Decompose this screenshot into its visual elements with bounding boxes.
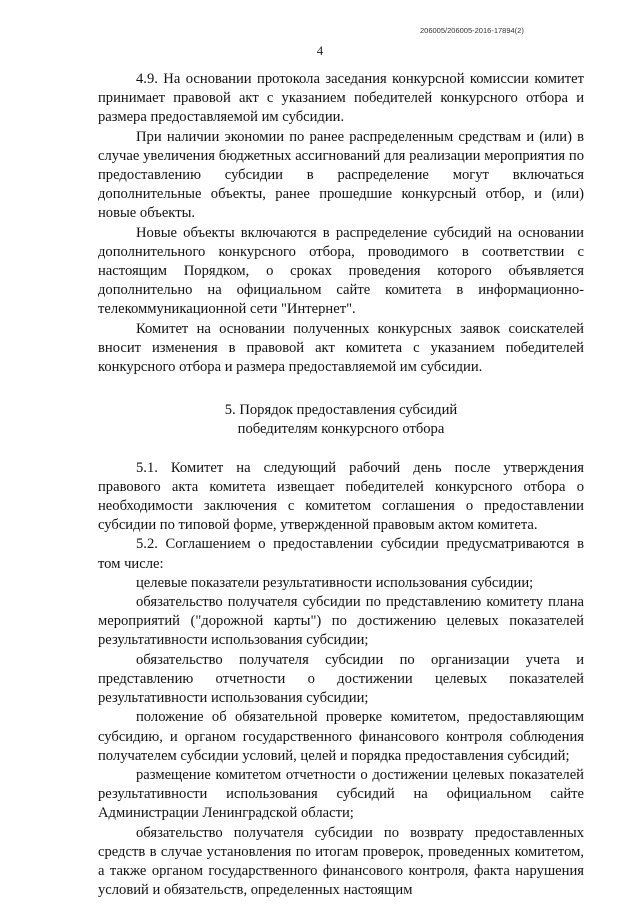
page-number: 4	[316, 43, 324, 58]
paragraph-4-9: 4.9. На основании протокола заседания конкурсной комиссии комитет принимает правовой акт с указанием победителей конкурсного отбора и размера предоставляемой им субсидии.	[98, 71, 584, 126]
list-item-publication: размещение комитетом отчетности о достижении целевых показателей результативности использования субсидий на официальном сайте Администрации Ленинградской области;	[98, 766, 584, 822]
paragraph-economy: При наличии экономии по ранее распределенным средствам и (или) в случае увеличения бюджетных ассигнований для реализации мероприятия по предоставлению субсидии в распределение могут включаться дополнительные объекты, ранее прошедшие конкурсный отбор, и (или) новые объекты.	[98, 128, 584, 222]
section-5-title-line2: победителям конкурсного отбора	[237, 421, 445, 438]
paragraph-new-objects: Новые объекты включаются в распределение субсидий на основании дополнительного конкурсного отбора, проводимого в соответствии с настоящим Порядком, о сроках проведения которого объявляется дополнительно на официальном сайте комитета в информационно-телекоммуникационной сети "Интернет".	[98, 224, 584, 318]
document-id: 206005/206005-2016-17894(2)	[420, 26, 524, 35]
list-item-refund: обязательство получателя субсидии по возврату предоставленных средств в случае установления по итогам проверок, проведенных комитетом, а также органом государственного финансового контроля, факта нарушения условий и обязательств, определенных настоящим	[98, 824, 584, 899]
section-5-title-line1: 5. Порядок предоставления субсидий	[224, 402, 458, 419]
list-item-accounting: обязательство получателя субсидии по организации учета и представлению отчетности о достижении целевых показателей результативности использования субсидии;	[98, 651, 584, 707]
paragraph-5-2: 5.2. Соглашением о предоставлении субсидии предусматриваются в том числе:	[98, 536, 584, 572]
document-body	[98, 70, 584, 900]
section-5-heading	[98, 401, 584, 439]
list-item-indicators: целевые показатели результативности использования субсидии;	[136, 574, 534, 591]
paragraph-amendments: Комитет на основании полученных конкурсных заявок соискателей вносит изменения в правовой акт комитета с указанием победителей конкурсного отбора и размера предоставляемой им субсидии.	[98, 320, 584, 376]
paragraph-5-1: 5.1. Комитет на следующий рабочий день после утверждения правового акта комитета извещает победителей конкурсного отбора о необходимости заключения с комитетом соглашения о предоставлении субсидии по типовой форме, утвержденной правовым актом комитета.	[98, 459, 584, 534]
list-item-roadmap: обязательство получателя субсидии по представлению комитету плана мероприятий ("дорожной карты") по достижению целевых показателей результативности использования субсидии;	[98, 594, 584, 649]
list-item-inspection: положение об обязательной проверке комитетом, предоставляющим субсидию, и органом государственного финансового контроля соблюдения получателем субсидии условий, целей и порядка предоставления субсидий;	[98, 709, 584, 764]
